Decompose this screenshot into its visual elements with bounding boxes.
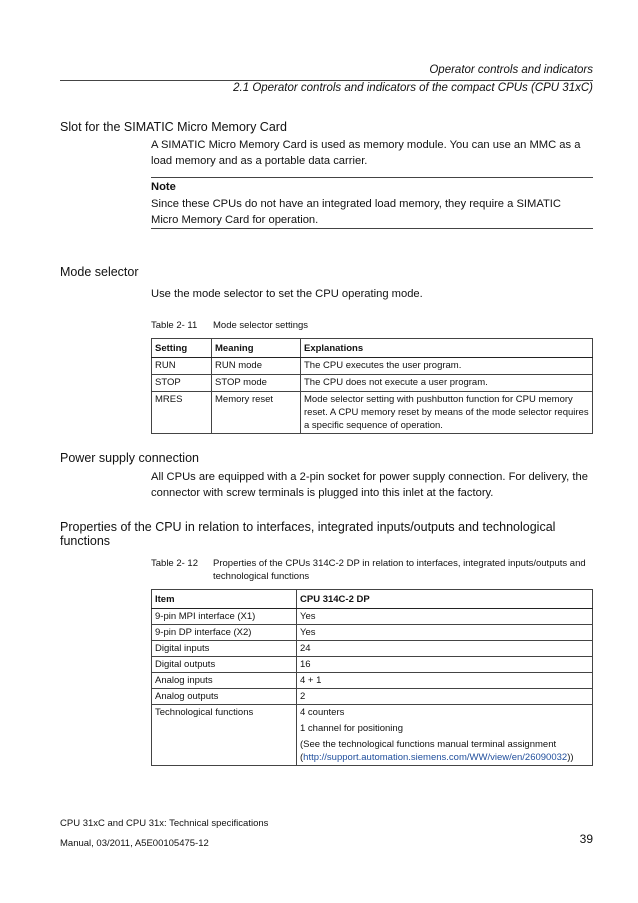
page-number: 39 — [579, 832, 593, 846]
table-cell: 4 + 1 — [297, 673, 593, 689]
table-cell: The CPU does not execute a user program. — [301, 375, 593, 392]
table-cell: Mode selector setting with pushbutton function for CPU memory reset. A CPU memory reset by means of the mode selector requires a specific sequence of operation. — [301, 392, 593, 434]
table-row — [152, 657, 593, 673]
power-body: All CPUs are equipped with a 2-pin socket for power supply connection. For delivery, the connector with screw terminals is plugged into this inlet at the factory. — [151, 471, 588, 499]
running-header-chapter: Operator controls and indicators — [429, 64, 593, 76]
table-row — [152, 641, 593, 657]
tech-note-suffix: )) — [567, 752, 574, 763]
column-header: CPU 314C-2 DP — [297, 590, 593, 609]
table-cell: 16 — [297, 657, 593, 673]
table-row — [152, 625, 593, 641]
column-header: Setting — [152, 339, 212, 358]
table-caption-mode — [151, 319, 591, 333]
mode-selector-table — [151, 338, 593, 434]
note-body: Since these CPUs do not have an integrated load memory, they require a SIMATIC Micro Memory Card for operation. — [151, 198, 561, 226]
table-cell: Yes — [297, 625, 593, 641]
note-bottom-rule — [151, 228, 593, 229]
footer-title: CPU 31xC and CPU 31x: Technical specifications — [60, 818, 269, 829]
note-top-rule — [151, 177, 593, 178]
table-cell: STOP mode — [212, 375, 301, 392]
mmc-heading: Slot for the SIMATIC Micro Memory Card — [60, 120, 287, 134]
table-cell: RUN mode — [212, 358, 301, 375]
cpu-properties-table — [151, 589, 593, 766]
tech-value: 1 channel for positioning — [300, 723, 403, 734]
table-number: Table 2- 11 — [151, 320, 198, 331]
table-cell: RUN — [152, 358, 212, 375]
table-cell: Yes — [297, 609, 593, 625]
table-row — [152, 375, 593, 392]
table-header-row — [152, 339, 593, 358]
table-cell: Memory reset — [212, 392, 301, 434]
table-cell: Digital inputs — [152, 641, 297, 657]
table-row — [152, 609, 593, 625]
table-cell: 9-pin MPI interface (X1) — [152, 609, 297, 625]
table-cell: 24 — [297, 641, 593, 657]
table-row — [152, 673, 593, 689]
table-cell: Analog outputs — [152, 689, 297, 705]
table-row — [152, 392, 593, 434]
running-header-section: 2.1 Operator controls and indicators of the compact CPUs (CPU 31xC) — [233, 82, 593, 94]
table-cell: 2 — [297, 689, 593, 705]
table-cell: STOP — [152, 375, 212, 392]
table-cell — [297, 705, 593, 766]
props-heading: Properties of the CPU in relation to interfaces, integrated inputs/outputs and technological functions — [60, 520, 556, 548]
table-caption-text: Mode selector settings — [213, 320, 309, 331]
mode-body: Use the mode selector to set the CPU operating mode. — [151, 288, 423, 300]
tech-note-prefix: (See the technological functions manual terminal assignment ( — [300, 739, 557, 763]
table-cell: Digital outputs — [152, 657, 297, 673]
note-title: Note — [151, 181, 176, 193]
table-number: Table 2- 12 — [151, 558, 199, 569]
table-cell: Analog inputs — [152, 673, 297, 689]
table-row — [152, 358, 593, 375]
column-header: Item — [152, 590, 297, 609]
table-row — [152, 705, 593, 766]
tech-value: 4 counters — [300, 707, 345, 718]
table-cell: The CPU executes the user program. — [301, 358, 593, 375]
support-link[interactable]: http://support.automation.siemens.com/WW/view/en/26090032 — [303, 752, 568, 763]
footer-edition: Manual, 03/2011, A5E00105475-12 — [60, 838, 209, 849]
table-cell: Technological functions — [152, 705, 297, 766]
header-rule — [60, 80, 593, 81]
power-heading: Power supply connection — [60, 451, 199, 465]
mmc-body: A SIMATIC Micro Memory Card is used as memory module. You can use an MMC as a load memory and as a portable data carrier. — [151, 139, 581, 167]
table-cell: 9-pin DP interface (X2) — [152, 625, 297, 641]
tech-note — [300, 738, 589, 764]
mode-heading: Mode selector — [60, 265, 139, 279]
column-header: Meaning — [212, 339, 301, 358]
table-caption-props — [151, 557, 591, 585]
table-cell: MRES — [152, 392, 212, 434]
table-header-row — [152, 590, 593, 609]
column-header: Explanations — [301, 339, 593, 358]
table-row — [152, 689, 593, 705]
table-caption-text: Properties of the CPUs 314C-2 DP in relation to interfaces, integrated inputs/outputs and technological functions — [213, 558, 586, 582]
